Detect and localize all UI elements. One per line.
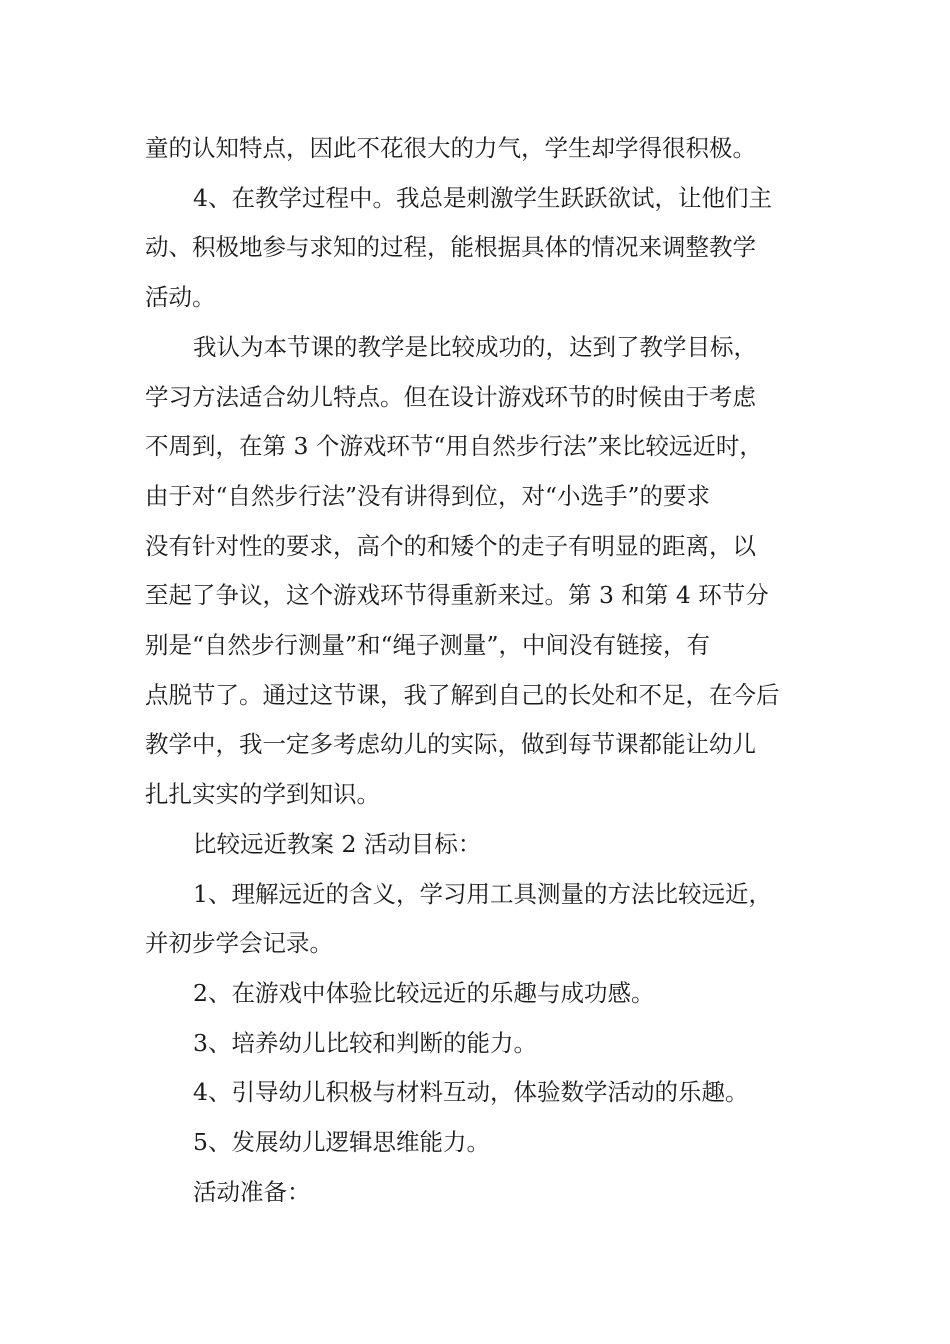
text-line: 5、发展幼儿逻辑思维能力。 <box>193 1128 490 1157</box>
text-line: 4、引导幼儿积极与材料互动，体验数学活动的乐趣。 <box>193 1078 749 1107</box>
paragraph <box>145 1168 825 1218</box>
text-line: 3、培养幼儿比较和判断的能力。 <box>193 1028 537 1057</box>
paragraph <box>145 870 825 969</box>
paragraph <box>145 1019 825 1069</box>
paragraph <box>145 124 825 174</box>
text-line: 不周到，在第 3 个游戏环节“用自然步行法”来比较远近时， <box>145 432 763 461</box>
text-line: 动、积极地参与求知的过程，能根据具体的情况来调整教学 <box>145 233 756 262</box>
text-line: 扎扎实实的学到知识。 <box>145 780 380 809</box>
text-line: 4、在教学过程中。我总是刺激学生跃跃欲试，让他们主 <box>193 183 772 212</box>
text-line: 别是“自然步行测量”和“绳子测量”，中间没有链接，有 <box>145 631 711 660</box>
text-line: 2、在游戏中体验比较远近的乐趣与成功感。 <box>193 978 655 1007</box>
paragraph <box>145 820 825 870</box>
paragraph <box>145 323 825 820</box>
text-line: 童的认知特点，因此不花很大的力气，学生却学得很积极。 <box>145 134 756 162</box>
text-line: 比较远近教案 2 活动目标： <box>193 829 482 858</box>
text-line: 学习方法适合幼儿特点。但在设计游戏环节的时候由于考虑 <box>145 382 756 411</box>
text-line: 至起了争议，这个游戏环节得重新来过。第 3 和第 4 环节分 <box>145 581 769 610</box>
text-line: 活动准备： <box>193 1177 311 1206</box>
paragraph <box>145 969 825 1019</box>
text-line: 并初步学会记录。 <box>145 929 333 958</box>
document-body <box>145 124 825 1217</box>
text-line: 活动。 <box>145 283 216 312</box>
paragraph <box>145 1068 825 1118</box>
text-line: 点脱节了。通过这节课，我了解到自己的长处和不足，在今后 <box>145 680 780 709</box>
text-line: 没有针对性的要求，高个的和矮个的走子有明显的距离，以 <box>145 531 756 560</box>
text-line: 我认为本节课的教学是比较成功的，达到了教学目标， <box>193 332 757 361</box>
text-line: 教学中，我一定多考虑幼儿的实际，做到每节课都能让幼儿 <box>145 730 756 759</box>
text-line: 由于对“自然步行法”没有讲得到位，对“小选手”的要求 <box>145 481 711 510</box>
paragraph <box>145 174 825 323</box>
paragraph <box>145 1118 825 1168</box>
text-line: 1、理解远近的含义，学习用工具测量的方法比较远近， <box>193 879 772 908</box>
